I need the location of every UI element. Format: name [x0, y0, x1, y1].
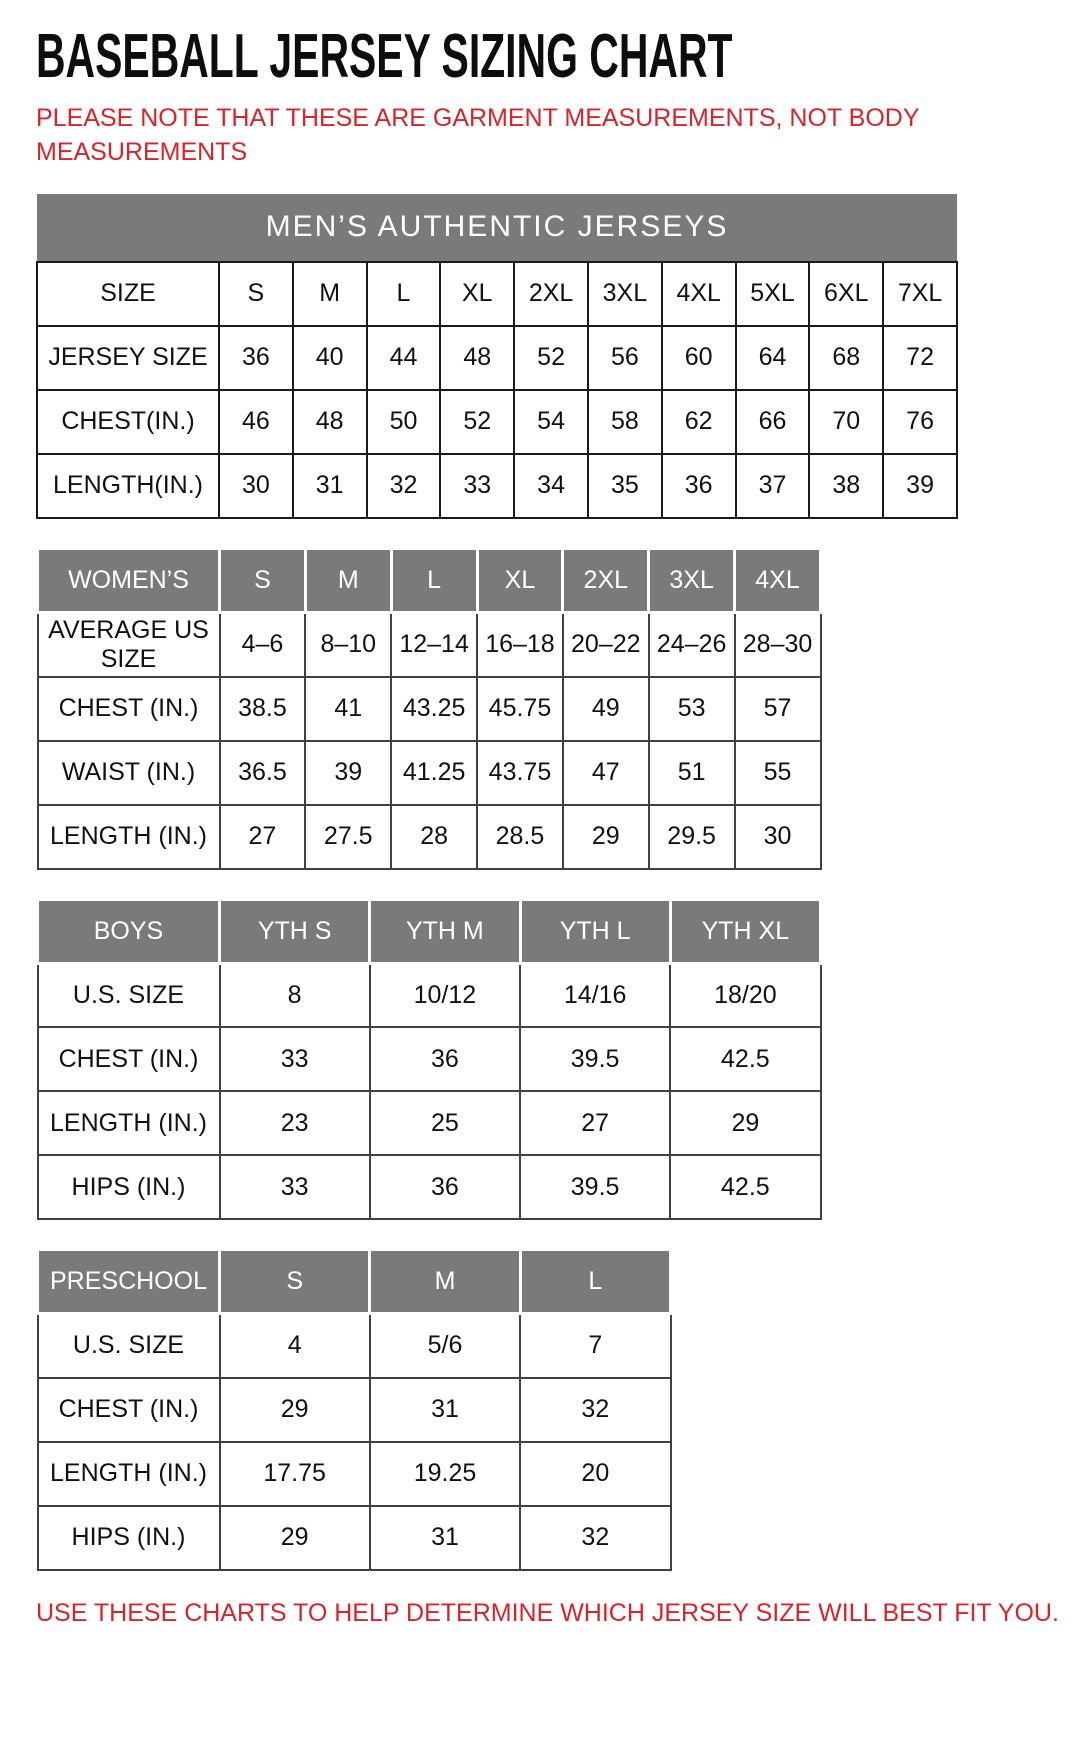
cell: 32 [520, 1378, 670, 1442]
cell: 34 [514, 454, 588, 518]
cell: 58 [588, 390, 662, 454]
column-header: 4XL [735, 548, 821, 612]
womens-header-label: WOMEN’S [38, 548, 220, 612]
cell: 36.5 [220, 741, 306, 805]
cell: 18/20 [670, 963, 820, 1027]
table-row [37, 454, 957, 518]
cell: 39.5 [520, 1027, 670, 1091]
cell: 24–26 [649, 612, 735, 677]
cell: 48 [440, 326, 514, 390]
cell: 4 [220, 1314, 370, 1378]
page-title-text: BASEBALL JERSEY SIZING CHART [36, 22, 733, 91]
table-row [38, 1314, 671, 1378]
row-label: AVERAGE US SIZE [38, 612, 220, 677]
womens-header-row [38, 548, 821, 612]
column-header: S [220, 1250, 370, 1314]
cell: 36 [219, 326, 293, 390]
cell: 33 [220, 1027, 370, 1091]
cell: 33 [220, 1155, 370, 1219]
row-label: HIPS (IN.) [38, 1155, 220, 1219]
cell: 40 [293, 326, 367, 390]
column-header: YTH L [520, 899, 670, 963]
cell: 4–6 [220, 612, 306, 677]
cell: 46 [219, 390, 293, 454]
cell: 39 [305, 741, 391, 805]
row-label: LENGTH (IN.) [38, 805, 220, 869]
cell: 48 [293, 390, 367, 454]
row-label: CHEST (IN.) [38, 677, 220, 741]
cell: L [367, 262, 441, 326]
cell: 38 [809, 454, 883, 518]
cell: 20–22 [563, 612, 649, 677]
cell: 28 [391, 805, 477, 869]
cell: 56 [588, 326, 662, 390]
cell: 43.75 [477, 741, 563, 805]
table-row [38, 1027, 821, 1091]
cell: 19.25 [370, 1442, 520, 1506]
cell: 57 [735, 677, 821, 741]
cell: 8 [220, 963, 370, 1027]
column-header: YTH XL [670, 899, 820, 963]
cell: 35 [588, 454, 662, 518]
cell: 36 [370, 1155, 520, 1219]
cell: 52 [440, 390, 514, 454]
cell: 8–10 [305, 612, 391, 677]
cell: 42.5 [670, 1027, 820, 1091]
cell: 41.25 [391, 741, 477, 805]
page-title [36, 22, 1041, 91]
footer-note: USE THESE CHARTS TO HELP DETERMINE WHICH JERSEY SIZE WILL BEST FIT YOU. [36, 1598, 1059, 1627]
cell: 33 [440, 454, 514, 518]
cell: 60 [662, 326, 736, 390]
row-label: CHEST (IN.) [38, 1378, 220, 1442]
cell: 29 [220, 1378, 370, 1442]
table-row [38, 677, 821, 741]
row-label: LENGTH(IN.) [37, 454, 219, 518]
table-row [38, 1378, 671, 1442]
mens-banner-row [37, 194, 957, 262]
row-label: LENGTH (IN.) [38, 1091, 220, 1155]
column-header: L [391, 548, 477, 612]
cell: 31 [370, 1378, 520, 1442]
cell: 29 [563, 805, 649, 869]
table-row [37, 390, 957, 454]
cell: 64 [736, 326, 810, 390]
cell: 25 [370, 1091, 520, 1155]
cell: 29 [670, 1091, 820, 1155]
cell: 27 [520, 1091, 670, 1155]
cell: 39 [883, 454, 957, 518]
boys-header-label: BOYS [38, 899, 220, 963]
cell: 28–30 [735, 612, 821, 677]
cell: 45.75 [477, 677, 563, 741]
row-label: CHEST (IN.) [38, 1027, 220, 1091]
table-row [38, 1155, 821, 1219]
cell: M [293, 262, 367, 326]
cell: 50 [367, 390, 441, 454]
cell: 31 [293, 454, 367, 518]
cell: 16–18 [477, 612, 563, 677]
cell: 12–14 [391, 612, 477, 677]
column-header: YTH M [370, 899, 520, 963]
womens-sizing-table [36, 547, 822, 870]
cell: 55 [735, 741, 821, 805]
cell: 31 [370, 1506, 520, 1570]
table-row [38, 1442, 671, 1506]
column-header: M [370, 1250, 520, 1314]
row-label: JERSEY SIZE [37, 326, 219, 390]
table-row [38, 741, 821, 805]
cell: 5/6 [370, 1314, 520, 1378]
column-header: YTH S [220, 899, 370, 963]
row-label: SIZE [37, 262, 219, 326]
boys-sizing-table [36, 898, 822, 1221]
cell: 20 [520, 1442, 670, 1506]
row-label: LENGTH (IN.) [38, 1442, 220, 1506]
cell: 47 [563, 741, 649, 805]
cell: 29 [220, 1506, 370, 1570]
row-label: CHEST(IN.) [37, 390, 219, 454]
cell: 44 [367, 326, 441, 390]
column-header: 3XL [649, 548, 735, 612]
cell: 4XL [662, 262, 736, 326]
row-label: WAIST (IN.) [38, 741, 220, 805]
garment-measurement-note: PLEASE NOTE THAT THESE ARE GARMENT MEASUREMENTS, NOT BODY MEASUREMENTS [36, 104, 920, 166]
cell: 30 [735, 805, 821, 869]
cell: 39.5 [520, 1155, 670, 1219]
table-row [38, 1506, 671, 1570]
cell: 54 [514, 390, 588, 454]
cell: 10/12 [370, 963, 520, 1027]
mens-banner: MEN’S AUTHENTIC JERSEYS [37, 194, 957, 262]
column-header: L [520, 1250, 670, 1314]
cell: 36 [370, 1027, 520, 1091]
cell: 7 [520, 1314, 670, 1378]
table-row [38, 963, 821, 1027]
cell: 28.5 [477, 805, 563, 869]
row-label: U.S. SIZE [38, 1314, 220, 1378]
cell: XL [440, 262, 514, 326]
cell: 51 [649, 741, 735, 805]
cell: 70 [809, 390, 883, 454]
column-header: XL [477, 548, 563, 612]
cell: 43.25 [391, 677, 477, 741]
cell: 6XL [809, 262, 883, 326]
preschool-header-label: PRESCHOOL [38, 1250, 220, 1314]
column-header: M [305, 548, 391, 612]
table-row [37, 326, 957, 390]
row-label: HIPS (IN.) [38, 1506, 220, 1570]
cell: 68 [809, 326, 883, 390]
cell: 37 [736, 454, 810, 518]
cell: 23 [220, 1091, 370, 1155]
cell: 5XL [736, 262, 810, 326]
cell: 32 [520, 1506, 670, 1570]
cell: 53 [649, 677, 735, 741]
cell: 38.5 [220, 677, 306, 741]
preschool-sizing-table [36, 1248, 672, 1571]
preschool-header-row [38, 1250, 671, 1314]
cell: 2XL [514, 262, 588, 326]
boys-header-row [38, 899, 821, 963]
cell: 27 [220, 805, 306, 869]
table-row [38, 805, 821, 869]
table-row [38, 612, 821, 677]
cell: 17.75 [220, 1442, 370, 1506]
cell: 52 [514, 326, 588, 390]
cell: 14/16 [520, 963, 670, 1027]
cell: 72 [883, 326, 957, 390]
column-header: 2XL [563, 548, 649, 612]
cell: 66 [736, 390, 810, 454]
cell: 3XL [588, 262, 662, 326]
cell: 62 [662, 390, 736, 454]
row-label: U.S. SIZE [38, 963, 220, 1027]
cell: 32 [367, 454, 441, 518]
cell: 7XL [883, 262, 957, 326]
cell: S [219, 262, 293, 326]
table-row [38, 1091, 821, 1155]
cell: 41 [305, 677, 391, 741]
mens-sizing-table [36, 194, 958, 519]
cell: 49 [563, 677, 649, 741]
cell: 30 [219, 454, 293, 518]
cell: 42.5 [670, 1155, 820, 1219]
cell: 27.5 [305, 805, 391, 869]
table-row [37, 262, 957, 326]
cell: 76 [883, 390, 957, 454]
column-header: S [220, 548, 306, 612]
cell: 29.5 [649, 805, 735, 869]
cell: 36 [662, 454, 736, 518]
